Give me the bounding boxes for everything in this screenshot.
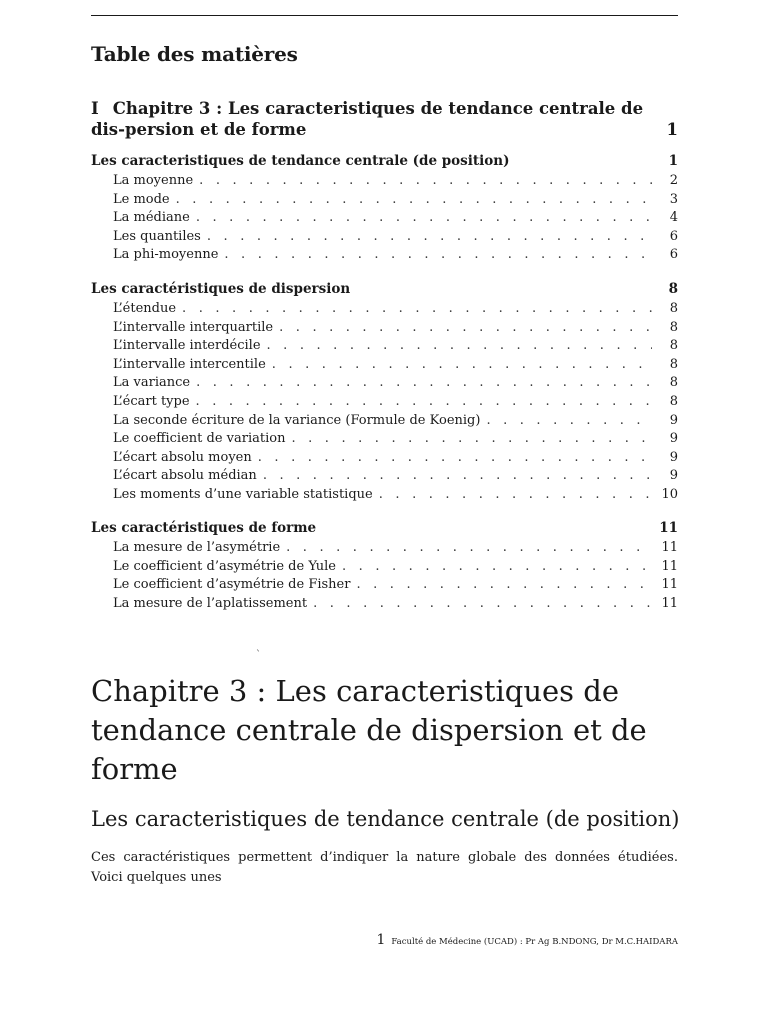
- toc-leader-dots: [182, 300, 652, 319]
- toc-entry[interactable]: [91, 300, 678, 319]
- toc-entry[interactable]: [91, 374, 678, 393]
- toc-section-heading[interactable]: [91, 151, 678, 172]
- toc-part-number: I: [91, 99, 99, 118]
- toc-section-heading[interactable]: [91, 518, 678, 539]
- toc-section-heading[interactable]: [91, 279, 678, 300]
- toc-entry-page: 9: [669, 431, 678, 447]
- toc-entry-page: 8: [669, 319, 678, 335]
- toc-leader-dots: [199, 172, 652, 191]
- top-rule: [91, 15, 678, 16]
- toc-leader-dots: [196, 374, 652, 393]
- toc-entry-label: L’écart absolu médian: [113, 468, 257, 484]
- toc-entry[interactable]: [91, 209, 678, 228]
- toc-entry[interactable]: [91, 412, 678, 431]
- toc-entry-label: La mesure de l’aplatissement: [113, 595, 308, 611]
- toc-entry[interactable]: [91, 191, 678, 210]
- toc-entry-page: 3: [669, 191, 678, 207]
- toc-leader-dots: [291, 430, 652, 449]
- toc-heading: Table des matières: [91, 42, 298, 66]
- toc-entry-page: 6: [669, 228, 678, 244]
- toc-entry-label: La seconde écriture de la variance (Formule de Koenig): [113, 412, 481, 428]
- footer-text: Faculté de Médecine (UCAD) : Pr Ag B.NDONG, Dr M.C.HAIDARA: [391, 937, 678, 947]
- toc-leader-dots: [486, 412, 652, 431]
- toc-entry-label: La mesure de l’asymétrie: [113, 540, 281, 555]
- toc-leader-dots: [196, 209, 652, 228]
- toc-entry-label: L’écart type: [113, 393, 190, 409]
- stray-mark: `: [256, 650, 261, 661]
- toc-leader-dots: [272, 356, 652, 375]
- toc-entry[interactable]: [91, 449, 678, 468]
- toc-entry-page: 8: [669, 356, 678, 372]
- toc-entry-label: Les quantiles: [113, 228, 201, 244]
- toc-entry-page: 8: [669, 338, 678, 354]
- toc-section-forme: [91, 518, 678, 613]
- toc-entry[interactable]: [91, 486, 678, 505]
- chapter-title: Chapitre 3 : Les caracteristiques de tendance centrale de dispersion et de forme: [91, 674, 647, 786]
- toc-leader-dots: [224, 246, 652, 265]
- toc-section-page: 11: [659, 520, 678, 536]
- page-footer: [376, 932, 678, 948]
- toc-entry[interactable]: [91, 576, 678, 595]
- toc-leader-dots: [258, 449, 652, 468]
- toc-entry-page: 9: [669, 449, 678, 465]
- body-paragraph: Ces caractéristiques permettent d’indiquer la nature globale des données étudiées. Voici quelques unes: [91, 850, 678, 885]
- section-title: Les caracteristiques de tendance centrale (de position): [91, 807, 680, 831]
- toc-entry-page: 11: [661, 577, 678, 593]
- toc-entry-page: 6: [669, 247, 678, 263]
- toc-entry-label: Les moments d’une variable statistique: [113, 486, 373, 502]
- toc-leader-dots: [342, 558, 652, 577]
- toc-leader-dots: [286, 539, 652, 558]
- toc-leader-dots: [379, 486, 652, 505]
- toc-leader-dots: [267, 337, 652, 356]
- toc-entry[interactable]: [91, 558, 678, 577]
- toc-entry-label: La moyenne: [113, 173, 194, 188]
- toc-entry[interactable]: [91, 539, 678, 558]
- toc-entry-label: La phi-moyenne: [113, 247, 219, 263]
- toc-section-title: Les caractéristiques de forme: [91, 520, 317, 536]
- toc-entry[interactable]: [91, 228, 678, 247]
- toc-leader-dots: [207, 228, 652, 247]
- toc-section-page: 1: [668, 153, 678, 169]
- toc-part-page: 1: [666, 120, 678, 139]
- toc-entry-label: L’intervalle intercentile: [113, 356, 266, 372]
- toc-section-page: 8: [668, 281, 678, 297]
- toc-entry-label: L’intervalle interquartile: [113, 319, 274, 335]
- toc-entry-label: L’écart absolu moyen: [113, 449, 252, 465]
- toc-entry[interactable]: [91, 430, 678, 449]
- toc-entry-page: 9: [669, 412, 678, 428]
- toc-leader-dots: [263, 467, 652, 486]
- toc-section-position: [91, 151, 678, 265]
- toc-entry[interactable]: [91, 172, 678, 191]
- toc-entry-label: La médiane: [113, 210, 190, 226]
- toc-entry[interactable]: [91, 595, 678, 614]
- toc-entry-page: 11: [661, 540, 678, 555]
- toc-entry-label: La variance: [113, 375, 191, 391]
- toc-entry[interactable]: [91, 246, 678, 265]
- toc-leader-dots: [356, 576, 652, 595]
- toc-leader-dots: [176, 191, 652, 210]
- toc-leader-dots: [196, 393, 652, 412]
- toc-part-title: Chapitre 3 : Les caracteristiques de tendance centrale de dis-persion et de forme: [91, 99, 644, 139]
- toc-entry-label: L’intervalle interdécile: [113, 338, 261, 354]
- toc-entry-page: 8: [669, 375, 678, 391]
- footer-page-number: 1: [376, 932, 386, 948]
- toc-entry-page: 4: [669, 210, 678, 226]
- toc-leader-dots: [313, 595, 652, 614]
- toc-entry-label: Le coefficient d’asymétrie de Fisher: [113, 577, 351, 593]
- toc-entry-page: 9: [669, 468, 678, 484]
- toc-leader-dots: [279, 319, 652, 338]
- toc-entry-label: Le mode: [113, 191, 170, 207]
- toc-entry-page: 10: [661, 486, 678, 502]
- toc-entry-label: L’étendue: [113, 301, 177, 316]
- toc-section-dispersion: [91, 279, 678, 505]
- toc-entry-page: 2: [669, 173, 678, 188]
- toc-entry-label: Le coefficient de variation: [113, 431, 286, 447]
- toc-entry-label: Le coefficient d’asymétrie de Yule: [113, 558, 336, 574]
- toc-entry-page: 8: [669, 393, 678, 409]
- toc-entry[interactable]: [91, 337, 678, 356]
- toc-part-entry[interactable]: [91, 98, 678, 140]
- toc-entry-page: 8: [669, 301, 678, 316]
- toc-entry[interactable]: [91, 467, 678, 486]
- toc-entry-page: 11: [661, 558, 678, 574]
- toc-entry[interactable]: [91, 356, 678, 375]
- toc-section-title: Les caracteristiques de tendance centrale (de position): [91, 153, 510, 169]
- toc-entry[interactable]: [91, 319, 678, 338]
- toc-entry-page: 11: [661, 595, 678, 611]
- toc-section-title: Les caractéristiques de dispersion: [91, 281, 351, 297]
- toc-entry[interactable]: [91, 393, 678, 412]
